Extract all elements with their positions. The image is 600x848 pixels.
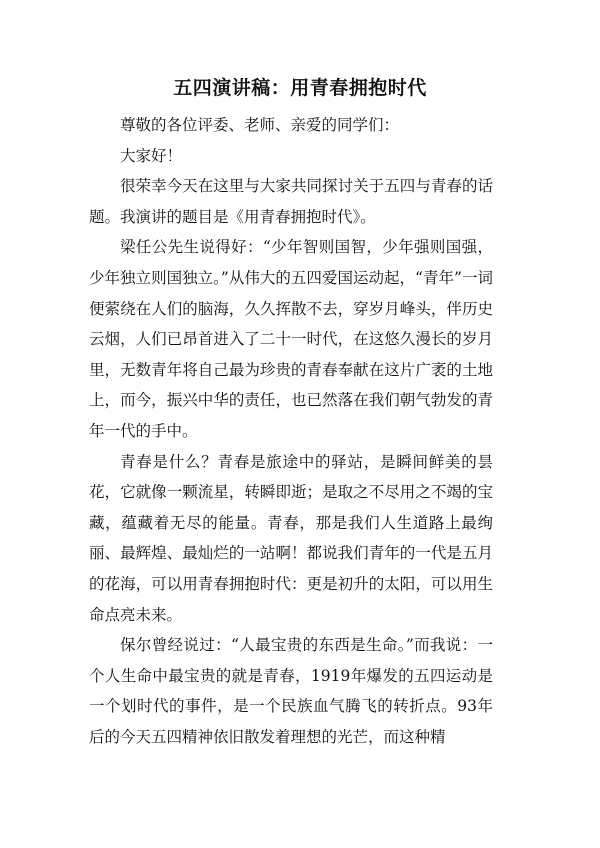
document-title: 五四演讲稿：用青春拥抱时代 (173, 77, 427, 99)
salutation-paragraph: 尊敬的各位评委、老师、亲爱的同学们： (120, 116, 400, 134)
pavel-paragraph: 保尔曾经说过：“人最宝贵的东西是生命。”而我说：一个人生命中最宝贵的就是青春，1919年爆发的五四运动是一个划时代的事件，是一个民族血气腾飞的转折点。93年后的今天五四精神依旧散发着理想的光芒，而这种精 (89, 636, 493, 746)
document-body (89, 110, 493, 752)
youth-paragraph: 青春是什么？青春是旅途中的驿站，是瞬间鲜美的昙花，它就像一颗流星，转瞬即逝；是取之不尽用之不竭的宝藏，蕴藏着无尽的能量。青春，那是我们人生道路上最绚丽、最辉煌、最灿烂的一站啊！都说我们青年的一代是五月的花海，可以用青春拥抱时代：更是初升的太阳，可以用生命点亮未来。 (89, 452, 493, 624)
greeting-paragraph: 大家好！ (120, 146, 183, 165)
intro-paragraph: 很荣幸今天在这里与大家共同探讨关于五四与青春的话题。我演讲的题目是《用青春拥抱时代》。 (89, 177, 493, 226)
quote-paragraph: 梁任公先生说得好：“少年智则国智，少年强则国强，少年独立则国独立。”从伟大的五四爱国运动起，“青年”一词便萦绕在人们的脑海，久久挥散不去，穿岁月峰头，伴历史云烟，人们已昂首进入了二十一时代，在这悠久漫长的岁月里，无数青年将自己最为珍贵的青春奉献在这片广袤的土地上，而今，振兴中华的责任，也已然落在我们朝气勃发的青年一代的手中。 (89, 238, 493, 440)
